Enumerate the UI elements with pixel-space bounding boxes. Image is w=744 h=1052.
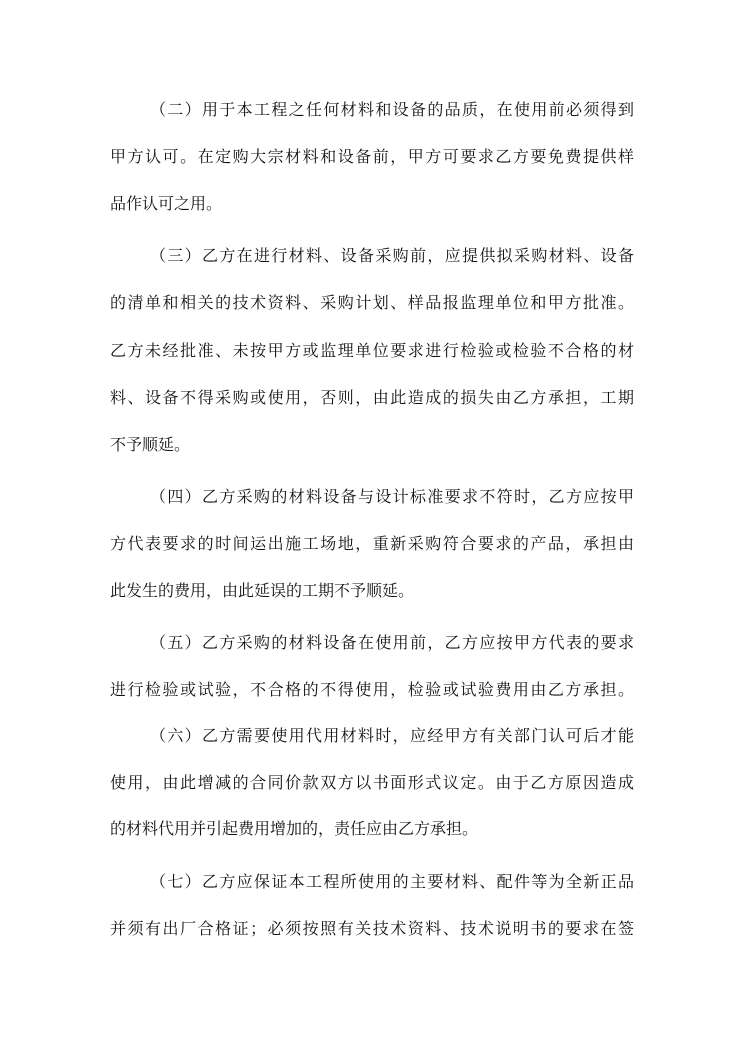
paragraph-4-line-3: 此发生的费用，由此延误的工期不予顺延。	[110, 581, 415, 600]
paragraph-3-line-1: （三）乙方在进行材料、设备采购前，应提供拟采购材料、设备	[150, 246, 634, 265]
paragraph-5-line-1: （五）乙方采购的材料设备在使用前，乙方应按甲方代表的要求	[150, 633, 634, 652]
paragraph-5-line-2: 进行检验或试验，不合格的不得使用，检验或试验费用由乙方承担。	[110, 680, 634, 699]
paragraph-4-line-2: 方代表要求的时间运出施工场地，重新采购符合要求的产品，承担由	[110, 534, 634, 553]
paragraph-3-line-5: 不予顺延。	[110, 435, 191, 454]
paragraph-2-line-1: （二）用于本工程之任何材料和设备的品质，在使用前必须得到	[150, 100, 634, 119]
paragraph-3-line-2: 的清单和相关的技术资料、采购计划、样品报监理单位和甲方批准。	[110, 293, 634, 312]
paragraph-2-line-3: 品作认可之用。	[110, 194, 223, 213]
paragraph-6-line-1: （六）乙方需要使用代用材料时，应经甲方有关部门认可后才能	[150, 726, 634, 745]
paragraph-3-line-4: 料、设备不得采购或使用，否则，由此造成的损失由乙方承担，工期	[110, 388, 634, 407]
paragraph-6-line-2: 使用，由此增减的合同价款双方以书面形式议定。由于乙方原因造成	[110, 773, 634, 792]
paragraph-3-line-3: 乙方未经批准、未按甲方或监理单位要求进行检验或检验不合格的材	[110, 341, 634, 360]
paragraph-7-line-1: （七）乙方应保证本工程所使用的主要材料、配件等为全新正品	[150, 872, 634, 891]
paragraph-4-line-1: （四）乙方采购的材料设备与设计标准要求不符时，乙方应按甲	[150, 487, 634, 506]
paragraph-2-line-2: 甲方认可。在定购大宗材料和设备前，甲方可要求乙方要免费提供样	[110, 147, 634, 166]
paragraph-7-line-2: 并须有出厂合格证；必须按照有关技术资料、技术说明书的要求在签	[110, 919, 634, 938]
paragraph-6-line-3: 的材料代用并引起费用增加的，责任应由乙方承担。	[110, 819, 479, 838]
